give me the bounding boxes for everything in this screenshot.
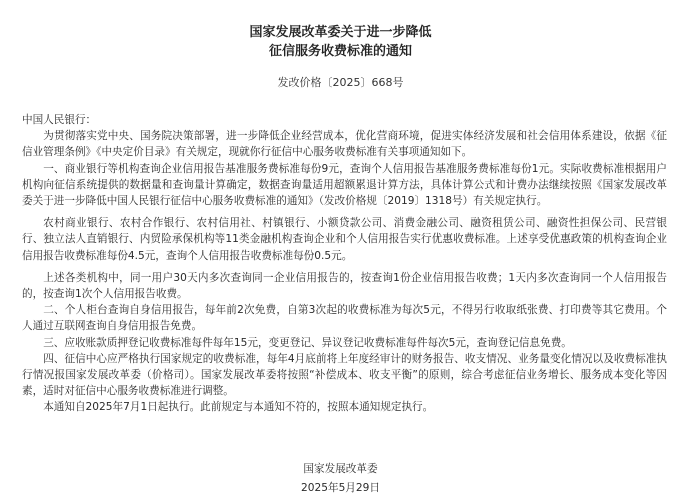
title-line-1: 国家发展改革委关于进一步降低 [249, 25, 432, 40]
document-number: 发改价格〔2025〕668号 [277, 76, 404, 89]
paragraph-item-2: 二、个人柜台查询自身信用报告，每年前2次免费，自第3次起的收费标准为每次5元，不得另行收取纸张费、打印费等其它费用。个人通过互联网查询自身信用报告免费。 [22, 304, 667, 333]
paragraph-item-3: 三、应收账款质押登记收费标准每件每年15元，变更登记、异议登记收费标准每件每次5元，查询登记信息免费。 [43, 336, 572, 349]
document-body [22, 112, 667, 416]
paragraph-intro: 为贯彻落实党中央、国务院决策部署，进一步降低企业经营成本，优化营商环境，促进实体经济发展和社会信用体系建设，依据《征信业管理条例》《中央定价目录》有关规定，现就你行征信中心服务收费标准有关事项通知如下。 [22, 130, 667, 159]
paragraph-effective-date: 本通知自2025年7月1日起执行。此前规定与本通知不符的，按照本通知规定执行。 [43, 401, 434, 414]
salutation: 中国人民银行： [22, 114, 97, 126]
paragraph-item-1-preferential: 农村商业银行、农村合作银行、农村信用社、村镇银行、小额贷款公司、消费金融公司、融资租赁公司、融资性担保公司、民营银行、独立法人直销银行、内贸险承保机构等11类金融机构查询企业和个人信用报告实行优惠收费标准。上述享受优惠政策的机构查询企业信用报告收费标准每份4.5元，查询个人信用报告收费标准每份0.5元。 [22, 217, 667, 262]
signature-org: 国家发展改革委 [303, 463, 378, 475]
paragraph-item-1-repeat-query: 上述各类机构中，同一用户30天内多次查询同一企业信用报告的，按查询1份企业信用报告收费；1天内多次查询同一个人信用报告的，按查询1次个人信用报告收费。 [22, 271, 667, 301]
paragraph-item-1: 一、商业银行等机构查询企业信用报告基准服务费标准每份9元，查询个人信用报告基准服务费标准每份1元。实际收费标准根据用户机构向征信系统提供的数据量和查询量计算确定，数据查询量适用超额累退计算方法，具体计算公式和计费办法继续按照《国家发展改革委关于进一步降低中国人民银行征信中心服务收费标准的通知》（发改价格规〔2019〕1318号）有关规定执行。 [22, 162, 667, 208]
title-line-2: 征信服务收费标准的通知 [268, 44, 412, 59]
signature-date: 2025年5月29日 [301, 482, 380, 494]
paragraph-item-4: 四、征信中心应严格执行国家规定的收费标准，每年4月底前将上年度经审计的财务报告、收支情况、业务量变化情况以及收费标准执行情况报国家发展改革委（价格司）。国家发展改革委将按照“补偿成本、收支平衡”的原则，综合考虑征信业务增长、服务成本变化等因素，适时对征信中心服务收费标准进行调整。 [22, 352, 667, 398]
